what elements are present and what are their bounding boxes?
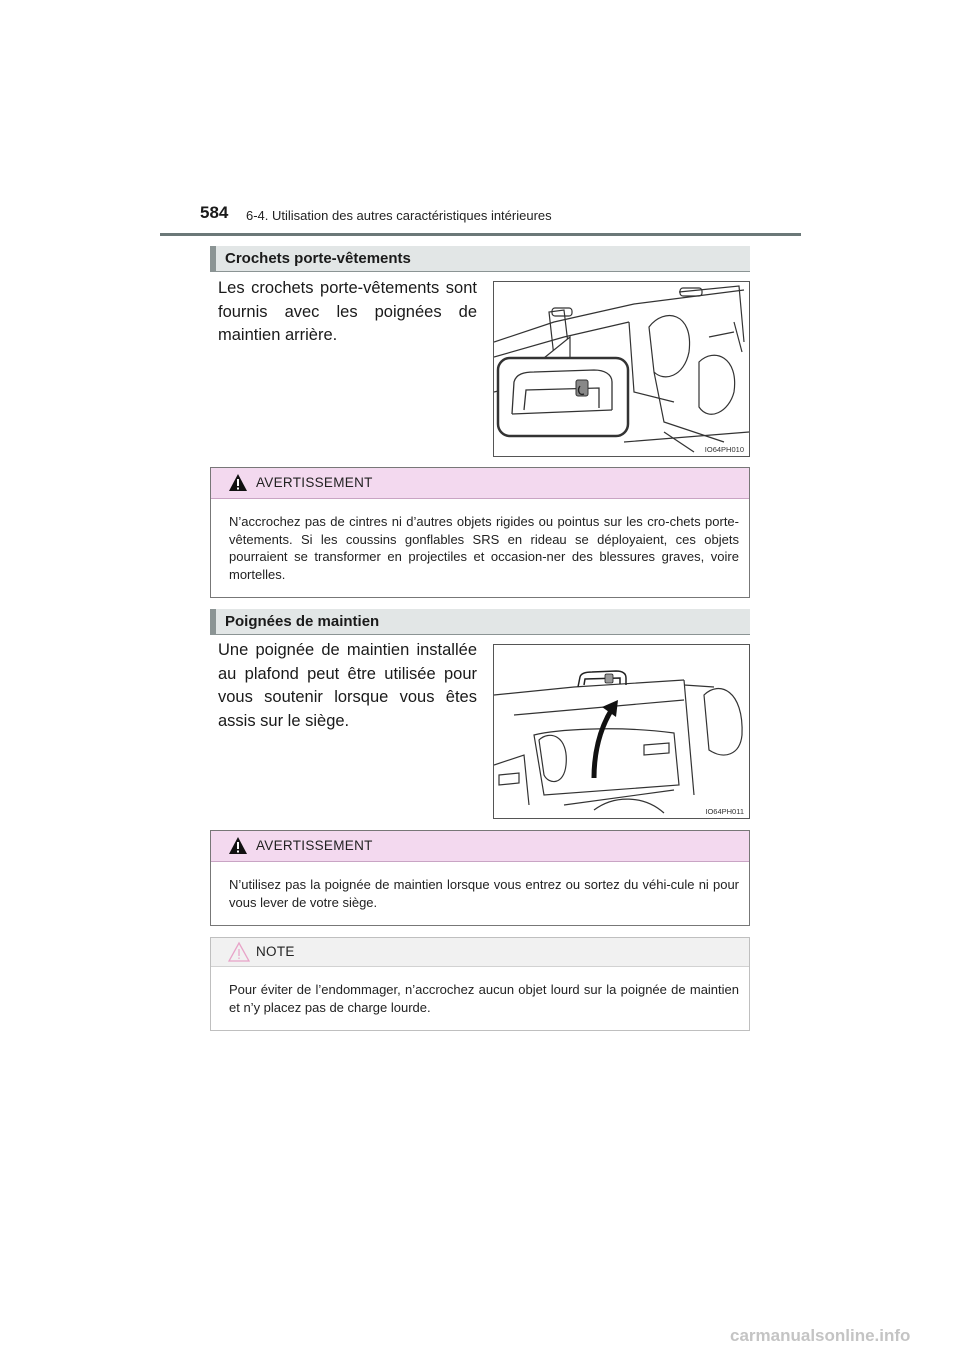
warning-header	[211, 468, 749, 499]
section-accent	[210, 246, 216, 271]
header-rule	[160, 233, 801, 236]
clothes-hook-illustration	[494, 282, 749, 456]
assist-grip-illustration	[494, 645, 749, 818]
warning-label: AVERTISSEMENT	[256, 838, 373, 853]
caution-outline-icon	[228, 941, 250, 963]
warning-label: AVERTISSEMENT	[256, 475, 373, 490]
page-number: 584	[200, 203, 229, 222]
section-text-clothes-hooks: Les crochets porte-vêtements sont fournis avec les poignées de maintien arrière.	[218, 279, 477, 344]
watermark: carmanualsonline.info	[730, 1326, 911, 1345]
warning-box-grips	[210, 830, 750, 926]
section-title: Poignées de maintien	[225, 613, 380, 630]
section-accent	[210, 609, 216, 634]
note-label: NOTE	[256, 944, 295, 959]
note-box	[210, 937, 750, 1031]
warning-triangle-icon	[228, 836, 248, 855]
figure-clothes-hook	[493, 281, 750, 457]
figure-code: IO64PH011	[705, 807, 744, 816]
note-text: Pour éviter de l’endommager, n’accrochez aucun objet lourd sur la poignée de maintien et n’y placez pas de charge lourde.	[229, 982, 739, 1015]
warning-text: N’accrochez pas de cintres ni d’autres objets rigides ou pointus sur les cro-chets porte-vêtements. Si les coussins gonflables SRS en rideau se déployaient, ces objets pourraient se transformer en projectiles et occasion-ner des blessures graves, voire mortelles.	[229, 514, 739, 582]
warning-box-hooks	[210, 467, 750, 598]
note-header	[211, 938, 749, 967]
chapter-title: 6-4. Utilisation des autres caractéristiques intérieures	[246, 208, 552, 223]
warning-triangle-icon	[228, 473, 248, 492]
section-heading-assist-grips	[210, 609, 750, 635]
section-title: Crochets porte-vêtements	[225, 250, 411, 267]
figure-assist-grip	[493, 644, 750, 819]
warning-text: N’utilisez pas la poignée de maintien lorsque vous entrez ou sortez du véhi-cule ni pour vous lever de votre siège.	[229, 877, 739, 910]
figure-code: IO64PH010	[704, 445, 744, 454]
section-heading-clothes-hooks	[210, 246, 750, 272]
section-text-assist-grips: Une poignée de maintien installée au plafond peut être utilisée pour vous soutenir lorsque vous êtes assis sur le siège.	[218, 641, 477, 730]
warning-header	[211, 831, 749, 862]
